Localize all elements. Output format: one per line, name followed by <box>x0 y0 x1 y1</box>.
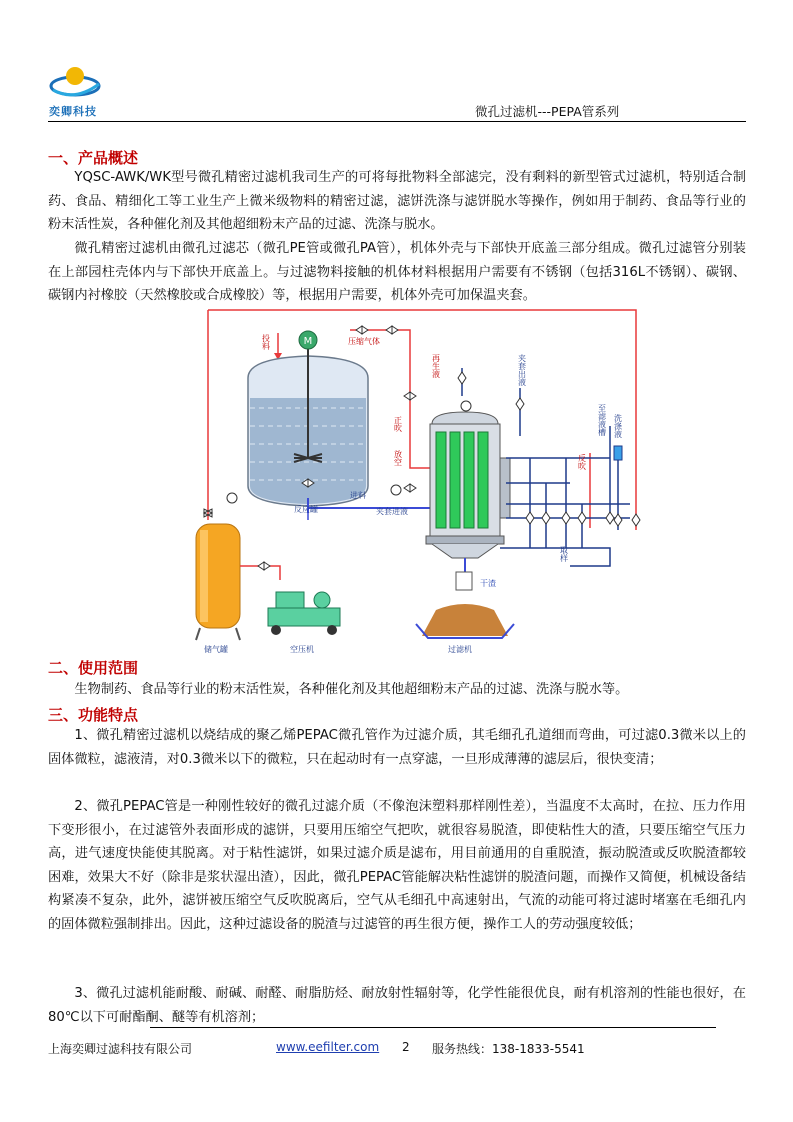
section-title-scope: 二、使用范围 <box>48 659 139 677</box>
logo-text: 奕卿科技 <box>49 105 97 118</box>
label-filter: 过滤机 <box>448 645 472 654</box>
label-compressed-air: 压缩气体 <box>348 337 380 346</box>
footer-company: 上海奕卿过滤科技有限公司 <box>48 1042 193 1056</box>
air-compressor <box>268 592 340 635</box>
feature-paragraph-3: 3、微孔过滤机能耐酸、耐碱、耐醛、耐脂肪烃、耐放射性辐射等，化学性能很优良，耐有机溶剂的性能也很好，在80℃以下可耐酯酮、醚等有机溶剂； <box>48 986 746 1025</box>
section-title-features: 三、功能特点 <box>48 706 139 724</box>
overview-paragraph-2: 微孔精密过滤机由微孔过滤芯（微孔PE管或微孔PA管），机体外壳与下部快开底盖三部分组成。微孔过滤管分别装在上部园柱壳体内与下部快开底盖上。与过滤物料接触的机体材料根据用户需要有不锈钢（包括316L不锈钢）、碳钢、碳钢内衬橡胶（天然橡胶或合成橡胶）等，根据用户需要，机体外壳可加保温夹套。 <box>48 241 746 303</box>
label-back-blow: 反吹 <box>577 454 587 470</box>
logo-swoosh-icon <box>45 62 105 106</box>
label-feed: 投料 <box>261 334 271 350</box>
feature-paragraph-2: 2、微孔PEPAC管是一种刚性较好的微孔过滤介质（不像泡沫塑料那样刚性差），当温度不太高时，在拉、压力作用下变形很小，在过滤管外表面形成的滤饼，只要用压缩空气把吹，就很容易脱渣，即使粘性大的渣，只要压缩空气压力高，进气速度快能使其脱离。对于粘性滤饼，如果过滤介质是滤布，用目前通用的自重脱渣，振动脱渣或反吹脱渣都较困难，效果大不好（除非是浆状湿出渣），因此，微孔PEPAC管能解决粘性滤饼的脱渣问题，而操作又简便，机械设备结构紧凑不复杂，此外，滤饼被压缩空气反吹脱离后，空气从毛细孔中高速射出，气流的动能可将过滤时堵塞在毛细孔内的固体微粒强制排出。因此，这种过滤设备的脱渣与过滤管的再生很方便，操作工人的劳动强度较低； <box>48 799 746 932</box>
label-sampling: 取样 <box>559 546 569 562</box>
label-wash-liquid: 洗涤液 <box>613 414 623 438</box>
label-forward-blow: 正吹 <box>393 416 403 432</box>
label-compressor: 空压机 <box>290 645 314 654</box>
label-gas-tank: 储气罐 <box>204 645 228 654</box>
label-jacket-out: 夹套出液 <box>517 354 527 386</box>
section-title-overview: 一、产品概述 <box>48 149 139 167</box>
footer-page-number: 2 <box>402 1040 410 1054</box>
svg-text:干渣: 干渣 <box>480 579 496 588</box>
footer-divider <box>150 1027 716 1028</box>
filter-cake <box>422 604 508 636</box>
label-jacket-in: 夹套进液 <box>376 507 408 516</box>
label-regen-liquid: 再生液 <box>431 354 441 378</box>
scope-paragraph: 生物制药、食品等行业的粉末活性炭，各种催化剂及其他超细粉末产品的过滤、洗涤与脱水等。 <box>74 682 629 697</box>
feature-paragraph-1: 1、微孔精密过滤机以烧结成的聚乙烯PEPAC微孔管作为过滤介质，其毛细孔孔道细而弯曲，可过滤0.3微米以上的固体微粒，滤液清，对0.3微米以下的微粒，只在起动时有一点穿滤，一旦形成薄薄的滤层后，很快变清； <box>48 728 746 767</box>
document-title: 微孔过滤机---PEPA管系列 <box>475 104 620 119</box>
process-flow-diagram <box>190 308 650 656</box>
label-empty: 放空 <box>393 450 403 466</box>
wash-liquid-nozzle-icon <box>614 446 622 460</box>
gas-storage-tank <box>196 524 240 640</box>
label-feed-in: 进料 <box>350 491 366 500</box>
label-reaction-tank: 反应罐 <box>294 505 318 514</box>
filter-machine <box>426 412 510 558</box>
footer-hotline: 服务热线：138-1833-5541 <box>432 1042 585 1056</box>
label-to-filtrate-tank: 至滤液槽 <box>597 404 607 436</box>
footer-website-link[interactable]: www.eefilter.com <box>276 1040 380 1054</box>
header-divider <box>48 121 746 122</box>
svg-text:M: M <box>303 336 313 347</box>
overview-paragraph-1: YQSC-AWK/WK型号微孔精密过滤机我司生产的可将每批物料全部滤完，没有剩料的新型管式过滤机，特别适合制药、食品、精细化工等工业生产上微米级物料的精密过滤，滤饼洗涤与滤饼脱水等操作，例如用于制药、食品等行业的粉末活性炭，各种催化剂及其他超细粉末产品的过滤、洗涤与脱水。 <box>48 170 746 232</box>
